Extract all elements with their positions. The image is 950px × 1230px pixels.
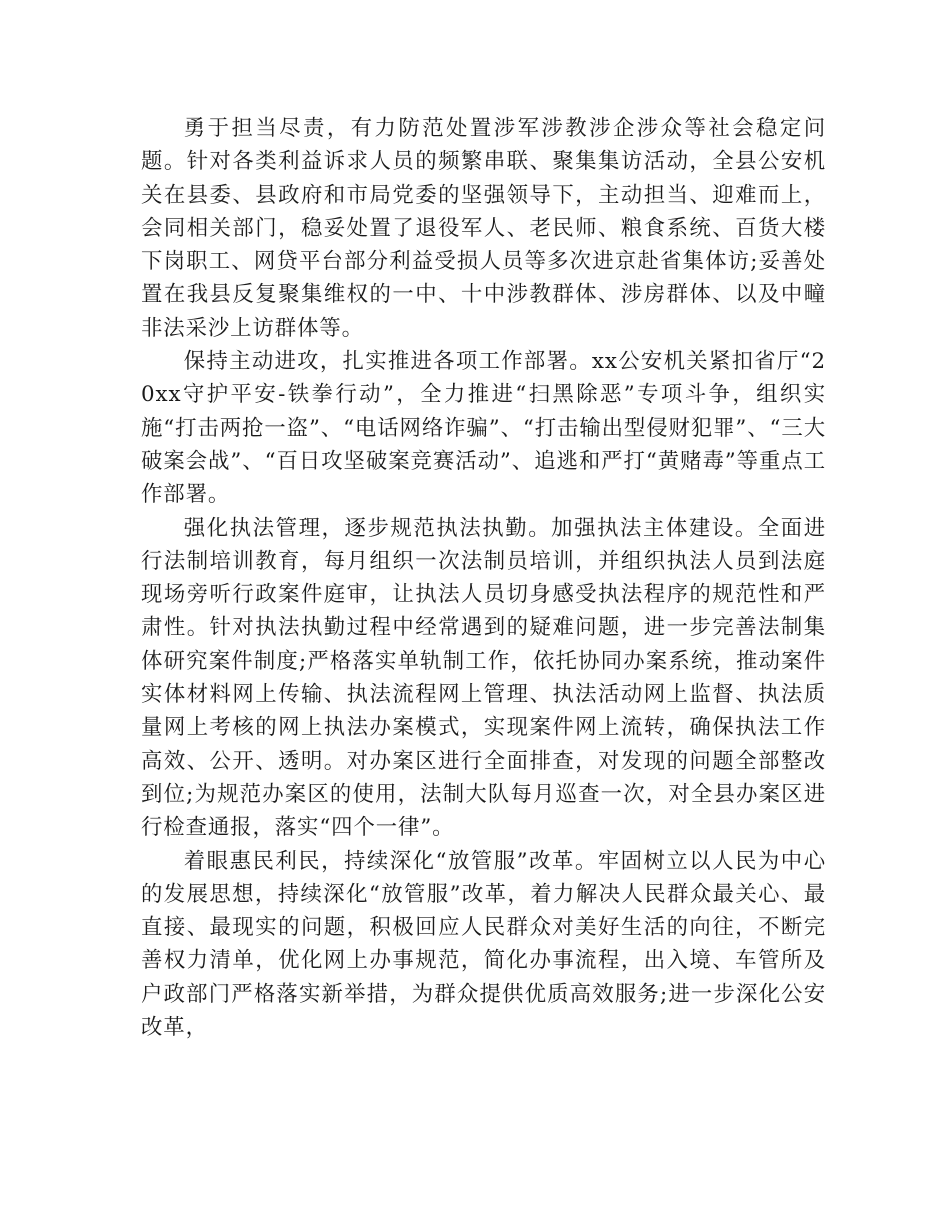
paragraph-reform: 着眼惠民利民，持续深化“放管服”改革。牢固树立以人民为中心的发展思想，持续深化“放管服”改革，着力解决人民群众最关心、最直接、最现实的问题，积极回应人民群众对美好生活的向往，不断完善权力清单，优化网上办事规范，简化办事流程，出入境、车管所及户政部门严格落实新举措，为群众提供优质高效服务;进一步深化公安改革， [141, 848, 826, 1041]
paragraph-offensive: 保持主动进攻，扎实推进各项工作部署。xx公安机关紧扣省厅“20xx守护平安-铁拳行动”，全力推进“扫黑除恶”专项斗争，组织实施“打击两抢一盗”、“电话网络诈骗”、“打击输出型侵财犯罪”、“三大破案会战”、“百日攻坚破案竞赛活动”、追逃和严打“黄赌毒”等重点工作部署。 [141, 349, 826, 508]
document-body [141, 112, 826, 1044]
paragraph-stability: 勇于担当尽责，有力防范处置涉军涉教涉企涉众等社会稳定问题。针对各类利益诉求人员的频繁串联、聚集集访活动，全县公安机关在县委、县政府和市局党委的坚强领导下，主动担当、迎难而上，会同相关部门，稳妥处置了退役军人、老民师、粮食系统、百货大楼下岗职工、网贷平台部分利益受损人员等多次进京赴省集体访;妥善处置在我县反复聚集维权的一中、十中涉教群体、涉房群体、以及中疃非法采沙上访群体等。 [141, 116, 826, 341]
paragraph-law-enforcement: 强化执法管理，逐步规范执法执勤。加强执法主体建设。全面进行法制培训教育，每月组织一次法制员培训，并组织执法人员到法庭现场旁听行政案件庭审，让执法人员切身感受执法程序的规范性和严肃性。针对执法执勤过程中经常遇到的疑难问题，进一步完善法制集体研究案件制度;严格落实单轨制工作，依托协同办案系统，推动案件实体材料网上传输、执法流程网上管理、执法活动网上监督、执法质量网上考核的网上执法办案模式，实现案件网上流转，确保执法工作高效、公开、透明。对办案区进行全面排查，对发现的问题全部整改到位;为规范办案区的使用，法制大队每月巡查一次，对全县办案区进行检查通报，落实“四个一律”。 [141, 515, 826, 841]
